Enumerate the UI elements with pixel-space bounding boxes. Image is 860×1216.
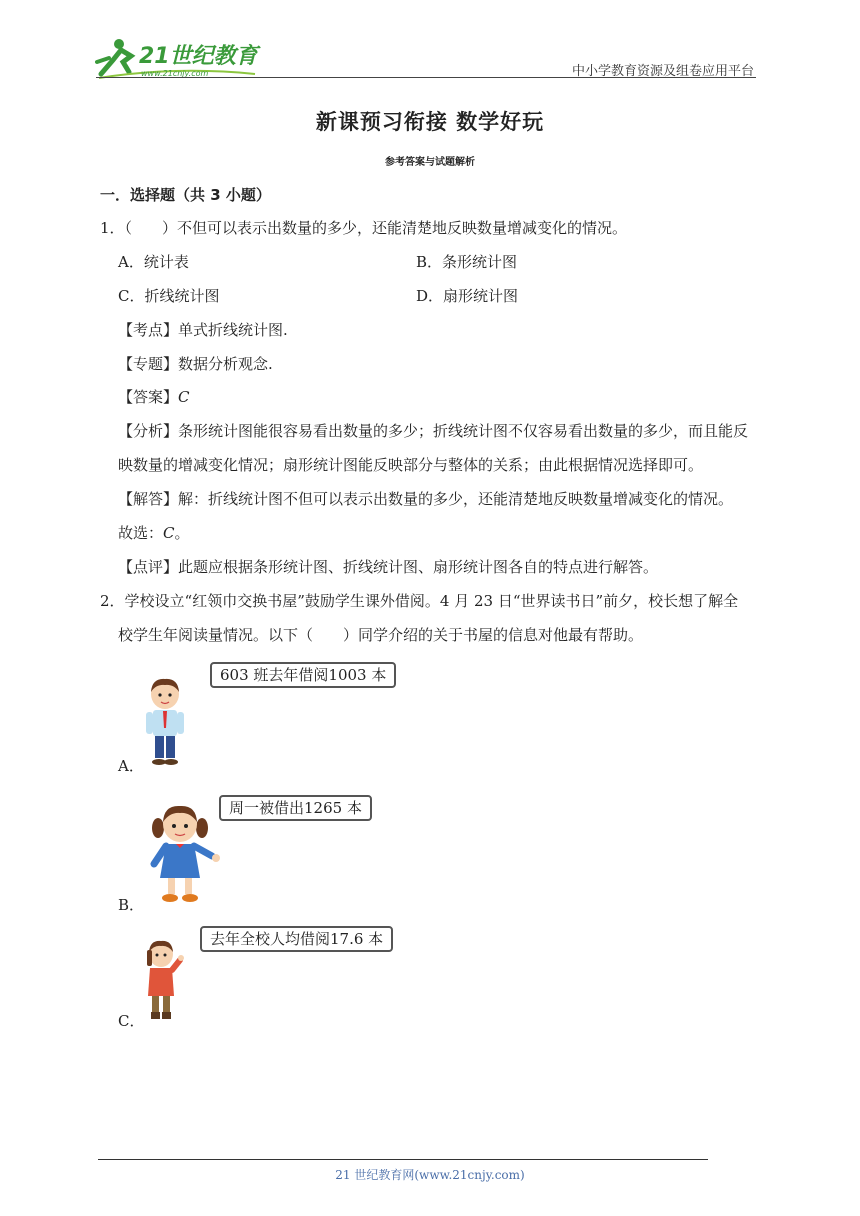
header-divider — [96, 77, 756, 78]
runner-logo-icon — [95, 36, 265, 80]
q1-kaodian: 【考点】单式折线统计图. — [118, 321, 288, 339]
q2-stem-line1: 2．学校设立“红领巾交换书屋”鼓励学生课外借阅。4 月 23 日“世界读书日”前夕，校长想了解全 — [100, 592, 739, 610]
q2-option-b-label: B． — [118, 896, 145, 914]
q2-option-c-label: C． — [118, 1012, 145, 1030]
choice-value: C — [163, 524, 175, 542]
q1-stem: 1．（ ）不但可以表示出数量的多少，还能清楚地反映数量增减变化的情况。 — [100, 219, 628, 237]
girl-figure-icon — [146, 802, 220, 906]
footer-link[interactable]: 21 世纪教育网(www.21cnjy.com) — [335, 1168, 525, 1182]
q1-option-d: D．扇形统计图 — [416, 287, 519, 305]
girl-small-figure-icon — [140, 938, 186, 1024]
q1-choice — [118, 523, 190, 543]
boy-figure-icon — [140, 676, 190, 768]
speech-bubble-a: 603 班去年借阅1003 本 — [210, 662, 396, 688]
site-logo — [95, 36, 265, 80]
q1-option-c: C．折线统计图 — [118, 287, 220, 305]
q1-zhuanti: 【专题】数据分析观念. — [118, 355, 273, 373]
q2-option-a-label: A． — [118, 757, 144, 775]
answer-label: 【答案】 — [118, 388, 179, 406]
page-subtitle: 参考答案与试题解析 — [385, 157, 475, 168]
answer-value: C — [178, 388, 190, 406]
page-title: 新课预习衔接 数学好玩 — [315, 110, 545, 134]
speech-bubble-c: 去年全校人均借阅17.6 本 — [200, 926, 393, 952]
logo-text: 21世纪教育 — [139, 44, 258, 69]
choice-end: 。 — [174, 524, 190, 542]
section-heading: 一．选择题（共 3 小题） — [100, 186, 271, 204]
q1-analysis-line2: 映数量的增减变化情况；扇形统计图能反映部分与整体的关系；由此根据情况选择即可。 — [118, 456, 704, 474]
q1-answer — [118, 387, 190, 407]
q1-solution: 【解答】解：折线统计图不但可以表示出数量的多少，还能清楚地反映数量增减变化的情况。 — [118, 490, 734, 508]
choice-label: 故选： — [118, 524, 164, 542]
footer-divider — [98, 1159, 708, 1160]
logo-url: www.21cnjy.com — [141, 69, 209, 78]
q1-analysis-line1: 【分析】条形统计图能很容易看出数量的多少；折线统计图不仅容易看出数量的多少，而且能反 — [118, 422, 749, 440]
q2-stem-line2: 校学生年阅读量情况。以下（ ）同学介绍的关于书屋的信息对他最有帮助。 — [118, 626, 644, 644]
speech-bubble-b: 周一被借出1265 本 — [219, 795, 372, 821]
q1-option-a: A．统计表 — [118, 253, 189, 271]
q1-option-b: B．条形统计图 — [416, 253, 518, 271]
q1-comment: 【点评】此题应根据条形统计图、折线统计图、扇形统计图各自的特点进行解答。 — [118, 558, 659, 576]
header-platform-text: 中小学教育资源及组卷应用平台 — [571, 64, 754, 79]
